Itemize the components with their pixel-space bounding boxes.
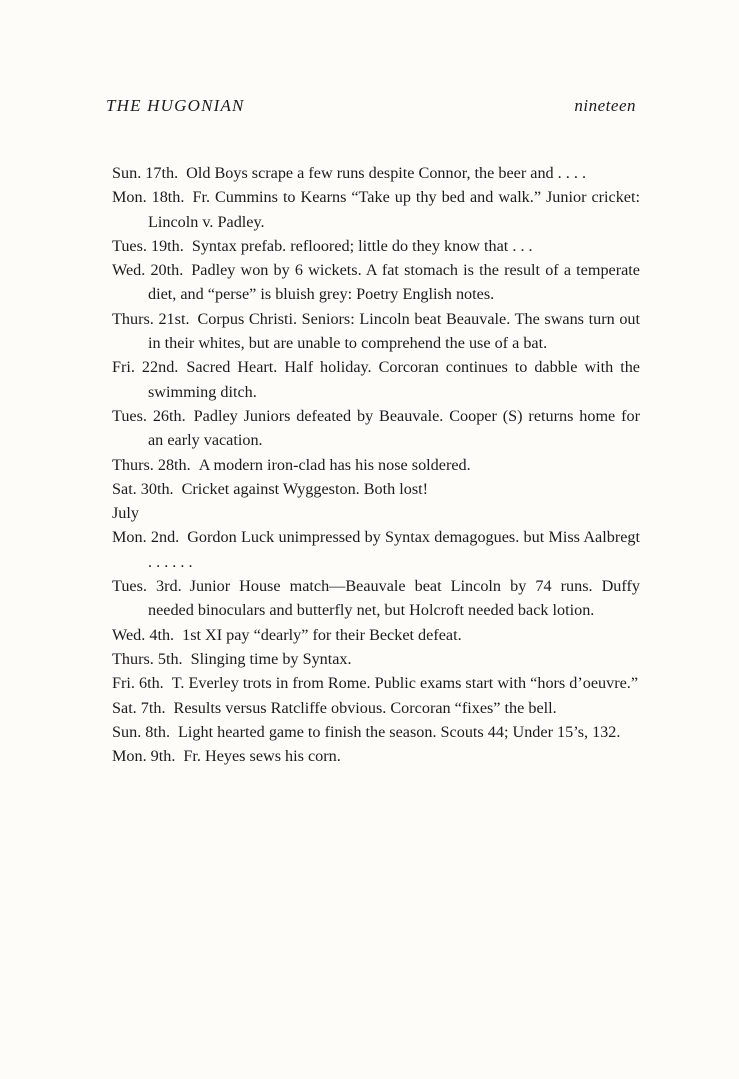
entry-date: Tues. 19th. <box>112 236 184 255</box>
diary-entry <box>112 258 640 307</box>
diary-entry <box>112 307 640 356</box>
diary-entry <box>112 696 640 720</box>
entry-text: Junior House match—Beauvale beat Lincoln by 74 runs. Duffy needed binoculars and butterfly net, but Holcroft needed back lotion. <box>148 577 640 620</box>
diary-entry <box>112 404 640 453</box>
entry-date: Fri. 22nd. <box>112 358 179 377</box>
entry-date: Fri. 6th. <box>112 674 164 693</box>
diary-entry <box>112 355 640 404</box>
diary-entry <box>112 525 640 574</box>
entry-text: Syntax prefab. refloored; little do they know that . . . <box>191 236 533 255</box>
diary-entry <box>112 647 640 671</box>
entry-text: Corpus Christi. Seniors: Lincoln beat Beauvale. The swans turn out in their whites, but are unable to comprehend the use of a bat. <box>148 309 641 353</box>
page-header <box>106 96 636 122</box>
diary-entry <box>112 720 640 744</box>
entry-date: Thurs. 28th. <box>112 455 191 474</box>
entry-text: Results versus Ratcliffe obvious. Corcoran “fixes” the bell. <box>173 698 557 717</box>
entry-text: Fr. Heyes sews his corn. <box>183 747 341 766</box>
entry-date: Mon. 9th. <box>112 747 176 766</box>
entry-date: Sat. 30th. <box>112 479 174 498</box>
diary-entry <box>112 161 640 185</box>
entry-text: Gordon Luck unimpressed by Syntax demagogues. but Miss Aalbregt . . . . . . <box>148 528 640 571</box>
entry-text: A modern iron-clad has his nose soldered. <box>198 455 471 474</box>
entry-date: Tues. 3rd. <box>112 577 182 596</box>
entry-text: Old Boys scrape a few runs despite Connor, the beer and . . . . <box>186 164 587 182</box>
entry-date: Thurs. 21st. <box>112 309 190 328</box>
entry-text: Cricket against Wyggeston. Both lost! <box>181 479 429 498</box>
entry-date: Mon. 18th. <box>112 188 185 207</box>
entry-date: Sun. 8th. <box>112 722 171 741</box>
entry-text: 1st XI pay “dearly” for their Becket defeat. <box>182 625 462 644</box>
diary-entries <box>112 161 640 768</box>
diary-entry <box>112 477 640 501</box>
entry-text: Padley won by 6 wickets. A fat stomach is the result of a temperate diet, and “perse” is bluish grey: Poetry English notes. <box>148 261 640 304</box>
entry-date: Sun. 17th. <box>112 164 179 182</box>
page-number: nineteen <box>574 96 636 115</box>
entry-date: Wed. 4th. <box>112 625 175 644</box>
entry-date: Sat. 7th. <box>112 698 166 717</box>
diary-entry <box>112 744 640 768</box>
entry-date: Wed. 20th. <box>112 261 184 280</box>
entry-date: Mon. 2nd. <box>112 528 180 547</box>
diary-entry <box>112 671 640 695</box>
diary-entry <box>112 623 640 647</box>
entry-text: Slinging time by Syntax. <box>190 649 352 668</box>
entry-date: Thurs. 5th. <box>112 649 183 668</box>
entry-date: Tues. 26th. <box>112 406 186 425</box>
entry-text: T. Everley trots in from Rome. Public exams start with “hors d’oeuvre.” <box>171 674 639 693</box>
entry-text: Light hearted game to finish the season. Scouts 44; Under 15’s, 132. <box>178 722 621 741</box>
entry-text: Sacred Heart. Half holiday. Corcoran continues to dabble with the swimming ditch. <box>148 358 640 401</box>
entry-text: Fr. Cummins to Kearns “Take up thy bed and walk.” Junior cricket: Lincoln v. Padley. <box>148 188 640 231</box>
diary-entry <box>112 574 640 623</box>
entry-text: Padley Juniors defeated by Beauvale. Cooper (S) returns home for an early vacation. <box>148 406 640 450</box>
diary-entry <box>112 234 640 258</box>
diary-entry <box>112 185 640 234</box>
running-title: THE HUGONIAN <box>106 96 245 115</box>
diary-entry <box>112 453 640 477</box>
month-heading: July <box>112 504 139 523</box>
